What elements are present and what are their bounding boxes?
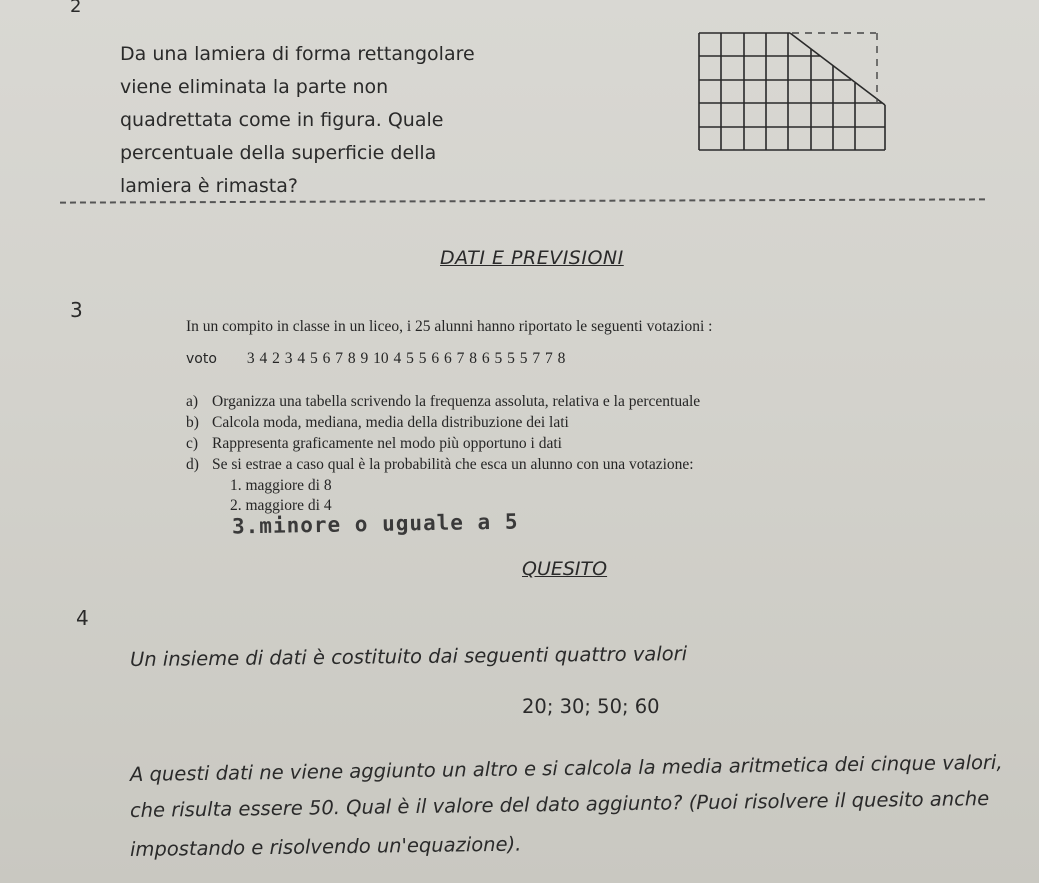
quesito-line: impostando e risolvendo un'equazione). bbox=[129, 832, 522, 861]
item-text: Organizza una tabella scrivendo la frequenza assoluta, relativa e la percentuale bbox=[212, 393, 701, 410]
exercise-number-4: 4 bbox=[76, 606, 89, 630]
item-label: a) bbox=[186, 393, 199, 410]
sub-item: 1. maggiore di 8 bbox=[230, 477, 332, 494]
quesito-line: A questi dati ne viene aggiunto un altro e si calcola la media aritmetica dei cinque valori, bbox=[129, 750, 1003, 786]
item-text: Se si estrae a caso qual è la probabilità che esca un alunno con una votazione: bbox=[212, 456, 694, 473]
exercise-number-3: 3 bbox=[70, 298, 83, 322]
handwritten-sub-item: 3.minore o uguale a 5 bbox=[231, 509, 519, 539]
item-label: b) bbox=[186, 414, 199, 431]
quesito-line: che risulta essere 50. Qual è il valore del dato aggiunto? (Puoi risolvere il quesito anche bbox=[129, 787, 990, 822]
quesito-values: 20; 30; 50; 60 bbox=[522, 695, 660, 718]
list-item bbox=[186, 414, 569, 432]
page-number: 2 bbox=[70, 0, 82, 17]
problem-line: viene eliminata la parte non bbox=[120, 76, 389, 98]
problem-line: Da una lamiera di forma rettangolare bbox=[120, 43, 475, 65]
item-text: Rappresenta graficamente nel modo più opportuno i dati bbox=[212, 435, 562, 452]
item-label: c) bbox=[186, 435, 199, 452]
sub-item: 2. maggiore di 4 bbox=[230, 497, 332, 514]
votes-values: 3 4 2 3 4 5 6 7 8 9 10 4 5 5 6 6 7 8 6 5 5 5 7 7 8 bbox=[246, 350, 566, 367]
section-heading-dati: DATI E PREVISIONI bbox=[440, 247, 624, 269]
exercise-3-intro: In un compito in classe in un liceo, i 25 alunni hanno riportato le seguenti votazioni : bbox=[186, 318, 713, 335]
votes-label: voto bbox=[186, 351, 217, 367]
votes-row bbox=[186, 350, 565, 368]
quesito-intro: Un insieme di dati è costituito dai seguenti quattro valori bbox=[129, 642, 688, 671]
list-item bbox=[186, 435, 562, 453]
section-heading-quesito: QUESITO bbox=[522, 558, 608, 580]
problem-line: lamiera è rimasta? bbox=[120, 175, 298, 197]
problem-line: quadrettata come in figura. Quale bbox=[120, 109, 444, 131]
item-text: Calcola moda, mediana, media della distribuzione dei lati bbox=[212, 414, 569, 431]
list-item bbox=[186, 393, 700, 411]
problem-line: percentuale della superficie della bbox=[120, 142, 437, 164]
area-problem-text bbox=[120, 38, 520, 203]
item-label: d) bbox=[186, 456, 199, 473]
list-item bbox=[186, 456, 694, 474]
gridded-sheet-figure bbox=[696, 30, 896, 158]
